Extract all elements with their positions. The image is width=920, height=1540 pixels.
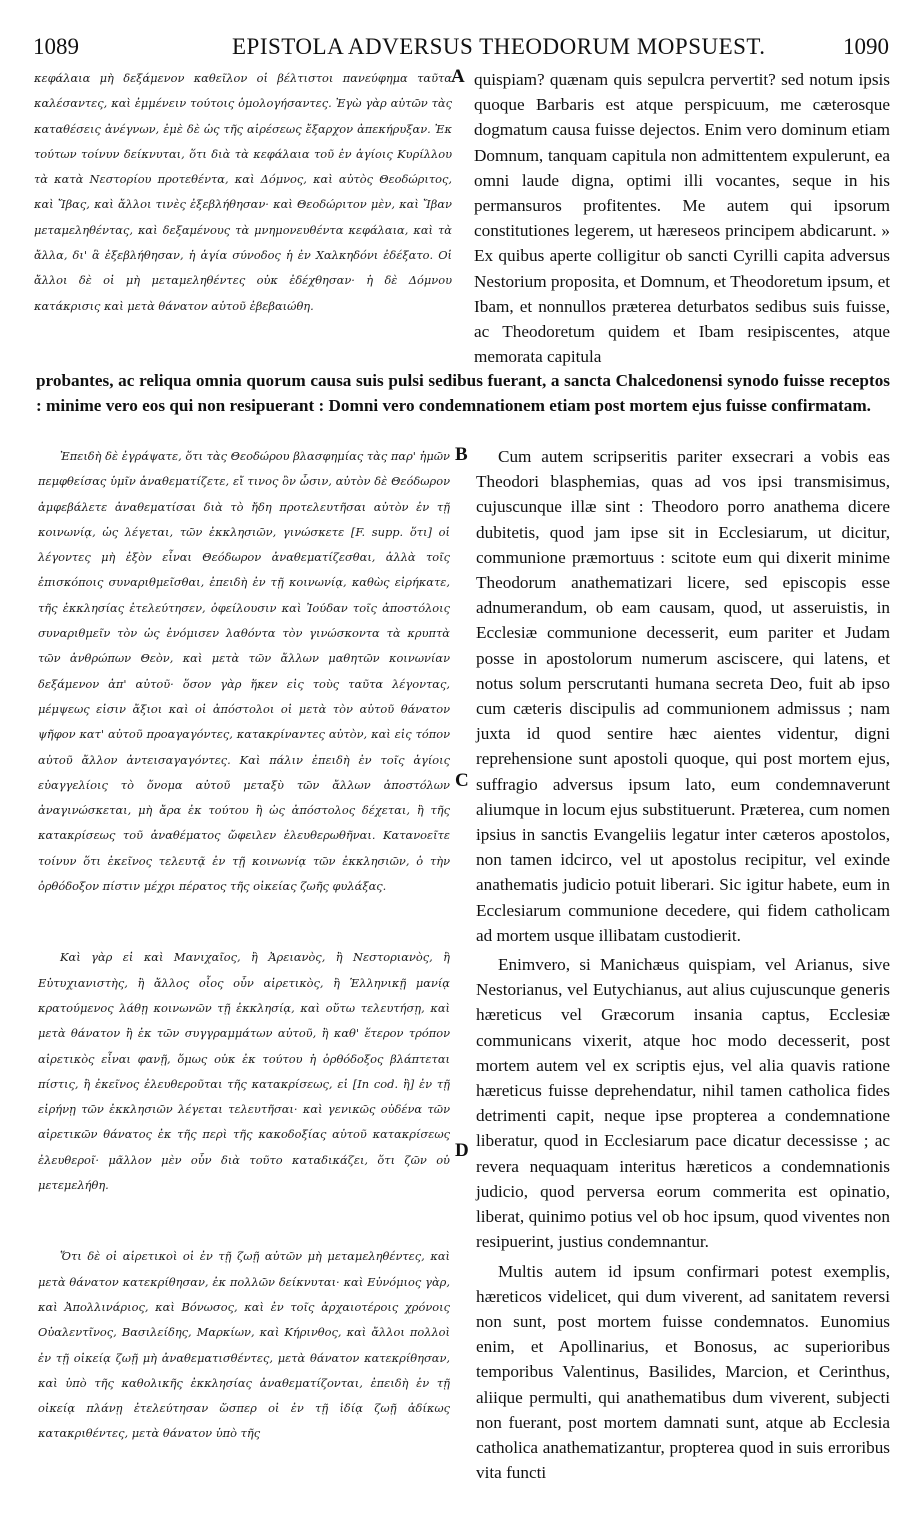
section-mark-c: C	[455, 770, 469, 791]
greek-paragraph: Ὅτι δὲ οἱ αἱρετικοὶ οἱ ἐν τῇ ζωῇ αὐτῶν μὴ μεταμεληθέντες, καὶ μετὰ θάνατον κατεκρίθησαν, ἐκ πολλῶν δείκνυται· καὶ Εὐνόμιος γὰρ, καὶ Ἀπολλινάριος, καὶ Βόνωσος, καὶ ἐν τοῖς ἀρχαιοτέροις χρόνοις Οὐαλεντῖνος, Βασιλείδης, Μαρκίων, καὶ Κήρινθος, καὶ ἄλλοι πολλοὶ ἐν τῇ οἰκείᾳ ζωῇ μὴ ἀναθεματισθέντες, μετὰ θάνατον κατεκρίθησαν, καὶ ὑπὸ τῆς καθολικῆς ἐκκλησίας ἀναθεματίζονται, ἐπειδὴ ἐν τῇ οἰκείᾳ πλάνῃ ἐτελεύτησαν ὥσπερ οἱ ἐν τῇ ἰδίᾳ ζωῇ ἀδίκως κατακριθέντες, μετὰ θάνατον ὑπὸ τῆς	[38, 1249, 450, 1441]
section-mark-a: A	[451, 66, 465, 87]
latin-column-block2	[476, 444, 890, 1524]
running-title: EPISTOLA ADVERSUS THEODORUM MOPSUEST.	[232, 34, 766, 59]
section-mark-d: D	[455, 1140, 469, 1161]
latin-column-block1	[474, 67, 890, 367]
section-mark-b: B	[455, 444, 468, 465]
latin-paragraph: Enimvero, si Manichæus quispiam, vel Arianus, sive Nestorianus, vel Eutychianus, aut alius cujuscunque generis hæreticus vel Græcorum insania captus, Ecclesiæ communicans vixerit, atque hoc modo decesserit, post mortem autem vel ex scriptis ejus, vel alia quavis ratione hæreticus fuisse deprehendatur, nihil tamen catholica fides detrimenti capit, neque ipse propterea a condemnatione liberatur, quod in Ecclesiarum pace dicatur decessisse ; ac revera nequaquam interitus hæreticos a condemnationis judicio, quod perversa eorum commerita est opinatio, liberat, quinimo potius vel ob hoc ipsum, quod viventes non resipuerint, justius condemnantur.	[476, 955, 890, 1252]
latin-paragraph: Multis autem id ipsum confirmari potest exemplis, hæreticos videlicet, qui dum viverent, ad sanitatem reversi non sunt, post mortem fuisse condemnatos. Eunomius enim, et Apollinarius, et Bonosus, ac superioribus temporibus Valentinus, Basilides, Marcion, et Cerinthus, aliique permulti, qui anathematibus dum viverent, subjecti non fuerant, post mortem damnati sunt, atque ab Ecclesia catholica anathematizantur, propterea quod in suis erroribus vita functi	[476, 1261, 890, 1483]
greek-paragraph: κεφάλαια μὴ δεξάμενον καθεῖλον οἱ βέλτιστοι πανεύφημα ταῦτα καλέσαντες, καὶ ἐμμένειν τούτοις ὁμολογήσαντες. Ἐγὼ γὰρ αὐτῶν τὰς καταθέσεις ἀνέγνων, ἐμὲ δὲ ὡς τῆς αἱρέσεως ἔξαρχον ἀπεκήρυξαν. Ἐκ τούτων τοίνυν δείκνυται, ὅτι διὰ τὰ κεφάλαια τοῦ ἐν ἁγίοις Κυρίλλου τὰ κατὰ Νεστορίου προτεθέντα, καὶ Δόμνος, καὶ αὐτὸς Θεοδώριτος, καὶ Ἴβας, καὶ ἄλλοι τινὲς ἐξεβλήθησαν· καὶ Θεοδώριτον μὲν, καὶ Ἴβαν μεταμεληθέντας, καὶ δεξαμένους τὰ μνημονευθέντα κεφάλαια, καὶ τὰ ἄλλα, δι' ἃ ἐξεβλήθησαν, ἡ ἁγία σύνοδος ἡ ἐν Χαλκηδόνι ἐδέξατο. Οἱ ἄλλοι δὲ οἱ μὴ μεταμεληθέντες οὐκ ἐδέχθησαν· ἡ δὲ Δόμνου κατάκρισις καὶ μετὰ θάνατον αὐτοῦ ἐβεβαιώθη.	[34, 71, 452, 313]
page-number-right: 1090	[843, 34, 889, 59]
full-width-paragraph: probantes, ac reliqua omnia quorum causa suis pulsi sedibus fuerant, a sancta Chalcedonensi synodo fuisse receptos : minime vero eos qui non resipuerant : Domni vero condemnationem etiam post mortem ejus fuisse confirmatam.	[36, 371, 890, 415]
greek-column-block2	[38, 444, 450, 1524]
latin-paragraph: quispiam? quænam quis sepulcra pervertit? sed notum ipsis quoque Barbaris est atque perspicuum, me cæterosque dogmatum causa fuisse dejectos. Enim vero dominum etiam Domnum, tanquam capitula non admittentem expulerunt, ea omni laude digna, optimi illi vocantes, seque in his permansuros profitentes. Me autem qui ipsorum constitutiones legerem, ut hæreseos principem abdicarunt. » Ex quibus aperte colligitur ob sancti Cyrilli capita adversus Nestorium proposita, et Domnum, et Theodoretum ipsum, et Ibam, et nonnullos præterea deturbatos sedibus suis fuisse, ac Theodoretum quidem et Ibam resipiscentes, atque memorata capitula	[474, 70, 890, 367]
latin-paragraph: Cum autem scripseritis pariter exsecrari a vobis eas Theodori blasphemias, quas ad vos ipsi transmisimus, cujuscunque illæ sint : Theodoro porro anathema dicere dubitetis, quod jam ipse sit in Ecclesiarum, ut dicitur, communione præmortuus : scitote eum qui dixerit minime Theodorum anathematizari licere, sed episcopis esse adnumerandum, ob eam causam, quod, ut asseruistis, in Ecclesiæ communione decesserit, eum pariter et Judam posse in apostolorum numerum asciscere, qui latens, et notus solum perscrutanti humana secreta Deo, fuit ab ipso cum cæteris discipulis ad communionem admissus ; nam juxta id quod sentire hæc aientes videntur, digni reprehensione sunt apostoli quoque, qui post mortem ejus, suffragio adversus ipsum lato, eum condemnaverunt aliumque in locum ejus substituerunt. Præterea, cum nomen ipsius in sanctis Evangeliis legatur inter cæteros apostolos, non tamen idcirco, vel ut apostolus recipitur, vel exinde anathematis judicio potuit liberari. Sic igitur habete, eum in Ecclesiarum communione decedere, qui fidem catholicam ad mortem usque illibatam custodierit.	[476, 447, 890, 945]
greek-column-block1	[34, 66, 452, 352]
running-head	[0, 34, 920, 64]
greek-paragraph: Ἐπειδὴ δὲ ἐγράψατε, ὅτι τὰς Θεοδώρου βλασφημίας τὰς παρ' ἡμῶν πεμφθείσας ὑμῖν ἀναθεματίζετε, εἴ τινος ὂν ὦσιν, αὐτὸν δὲ Θεόδωρον ἀμφεβάλετε ἀναθεματίσαι διὰ τὸ ἤδη προτελευτῆσαι αὐτὸν ἐν τῇ κοινωνίᾳ, ὡς λέγεται, τῶν ἐκκλησιῶν, γινώσκετε [F. supp. ὅτι] οἱ λέγοντες μὴ ἐξὸν εἶναι Θεόδωρον ἀναθεματίζεσθαι, ἀλλὰ τοῖς ἐπισκόποις συναριθμεῖσθαι, ἐπειδὴ ἐν τῇ κοινωνίᾳ, καθὼς εἰρήκατε, τῆς ἐκκλησίας ἐτελεύτησεν, ὀφείλουσιν καὶ Ἰούδαν τοῖς ἀποστόλοις συναριθμεῖν τὸν ὡς ἐνόμισεν λαθόντα τὸν γινώσκοντα τὰ κρυπτὰ τῶν ἀνθρώπων Θεὸν, καὶ μετὰ τῶν ἄλλων μαθητῶν κοινωνίαν δεξάμενον ἀπ' αὐτοῦ· ὅσον γὰρ ἥκεν εἰς τοὺς ταῦτα λέγοντας, μέμψεως εἰσιν ἄξιοι καὶ οἱ ἀπόστολοι οἱ μετὰ τὸν αὐτοῦ θάνατον ψῆφον κατ' αὐτοῦ προαγαγόντες, κατακρίναντες αὐτὸν, καὶ εἰς τόπον αὐτοῦ ἄλλον ἀντεισαγαγόντες. Καὶ πάλιν ἐπειδὴ ἐν τοῖς ἁγίοις εὐαγγελίοις τὸ ὄνομα αὐτοῦ μεταξὺ τῶν ἄλλων ἀποστόλων ἀναγινώσκεται, μὴ ἄρα ἐκ τούτου ἢ ὡς ἀπόστολος δέχεται, ἢ τῆς κατακρίσεως τοῦ ἀναθέματος ὤφειλεν ἐλευθερωθῆναι. Κατανοεῖτε τοίνυν ὅτι ἐκεῖνος τελευτᾷ ἐν τῇ κοινωνίᾳ τῶν ἐκκλησιῶν, ὁ τὴν ὀρθόδοξον πίστιν μέχρι πέρατος τῆς οἰκείας ζωῆς φυλάξας.	[38, 449, 450, 894]
page-number-left: 1089	[33, 34, 79, 59]
greek-paragraph: Καὶ γὰρ εἰ καὶ Μανιχαῖος, ἢ Ἀρειανὸς, ἢ Νεστοριανὸς, ἢ Εὐτυχιανιστὴς, ἢ ἄλλος οἷος οὖν αἱρετικὸς, ἢ Ἑλληνικῇ μανίᾳ κρατούμενος λάθῃ κοινωνῶν τῇ ἐκκλησίᾳ, καὶ οὕτω τελευτήσῃ, καὶ μετὰ θάνατον ἢ ἐκ τῶν συγγραμμάτων αὐτοῦ, ἢ καθ' ἕτερον τρόπον αἱρετικὸς εἶναι φανῇ, ὅμως οὐκ ἐκ τούτου ἡ ὀρθόδοξος βλάπτεται πίστις, ἢ ἐκεῖνος ἐλευθεροῦται τῆς κατακρίσεως, εἰ [In cod. ἢ] ἐν τῇ εἰρήνῃ τῶν ἐκκλησιῶν λέγεται τελευτῆσαι· καὶ γενικῶς οὐδένα τῶν αἱρετικῶν θάνατος ἐκ τῆς περὶ τῆς κακοδοξίας αὐτοῦ κατακρίσεως ἐλευθεροῖ· μᾶλλον μὲν οὖν διὰ τοῦτο καταδικάζει, ὅτι ζῶν οὐ μετεμελήθη.	[38, 950, 450, 1193]
